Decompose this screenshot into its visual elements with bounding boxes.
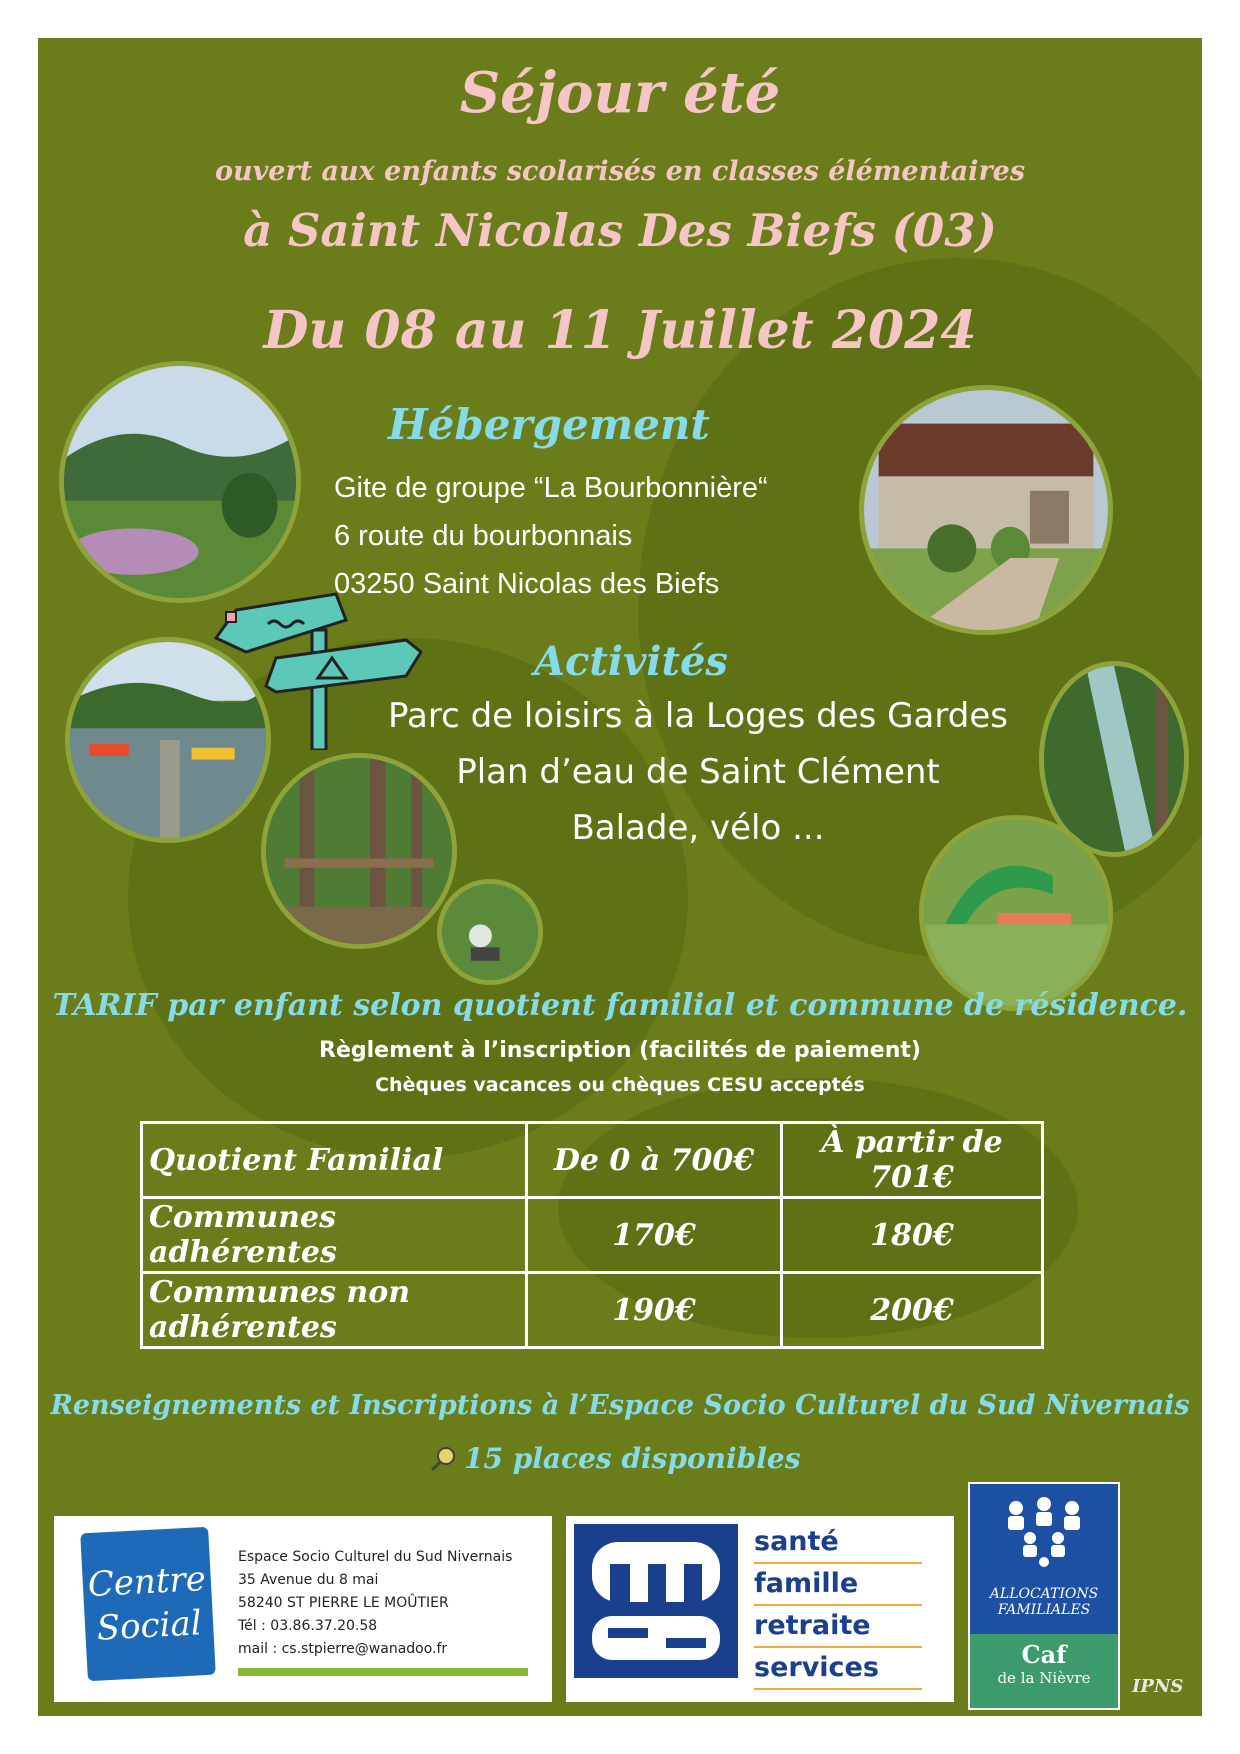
msa-word: famille bbox=[754, 1564, 922, 1606]
cheques-text: Chèques vacances ou chèques CESU acceptés bbox=[375, 1074, 865, 1096]
table-header-cell: De 0 à 700€ bbox=[527, 1123, 782, 1198]
table-cell: 180€ bbox=[782, 1198, 1043, 1273]
hebergement-line: Gite de groupe “La Bourbonnière“ bbox=[334, 472, 768, 504]
table-cell: 170€ bbox=[527, 1198, 782, 1273]
hebergement-line: 03250 Saint Nicolas des Biefs bbox=[334, 568, 720, 600]
caf-text bbox=[970, 1586, 1118, 1618]
hebergement-heading: Hébergement bbox=[388, 400, 710, 449]
gite-photo bbox=[864, 390, 1108, 630]
page-title: Séjour été bbox=[459, 60, 781, 126]
places-text: 15 places disponibles bbox=[464, 1442, 801, 1475]
table-cell: Communes non adhérentes bbox=[142, 1273, 527, 1348]
people-icon bbox=[998, 1494, 1090, 1574]
caf-name: Caf bbox=[1021, 1640, 1067, 1669]
contact-line: Espace Socio Culturel du Sud Nivernais bbox=[238, 1549, 513, 1565]
centre-social-logo bbox=[80, 1527, 216, 1681]
tarif-heading: TARIF par enfant selon quotient familial et commune de résidence. bbox=[52, 988, 1188, 1023]
places-line bbox=[428, 1442, 800, 1475]
contact-line: 35 Avenue du 8 mai bbox=[238, 1572, 379, 1588]
table-header-cell: Quotient Familial bbox=[142, 1123, 527, 1198]
lake-photo bbox=[70, 642, 266, 838]
table-header-cell: À partir de 701€ bbox=[782, 1123, 1043, 1198]
parc-photo bbox=[924, 820, 1108, 1006]
centre-social-contact bbox=[238, 1546, 512, 1661]
logo-text: Centre bbox=[86, 1558, 207, 1606]
msa-word: services bbox=[754, 1648, 922, 1690]
table-cell: Communes adhérentes bbox=[142, 1198, 527, 1273]
centre-social-card bbox=[54, 1516, 552, 1702]
renseignements-text: Renseignements et Inscriptions à l’Espace Socio Culturel du Sud Nivernais bbox=[50, 1390, 1190, 1421]
subtitle: ouvert aux enfants scolarisés en classes élémentaires bbox=[214, 156, 1026, 187]
caf-green-band bbox=[970, 1634, 1118, 1708]
table-row bbox=[142, 1273, 1043, 1348]
activite-item: Plan d’eau de Saint Clément bbox=[456, 752, 940, 792]
caf-logo bbox=[968, 1482, 1120, 1710]
location: à Saint Nicolas Des Biefs (03) bbox=[243, 204, 997, 257]
tarif-table bbox=[140, 1121, 1044, 1349]
msa-card bbox=[566, 1516, 954, 1702]
caf-region: de la Nièvre bbox=[997, 1669, 1091, 1687]
reglement-text: Règlement à l’inscription (facilités de paiement) bbox=[319, 1038, 921, 1063]
contact-line: Tél : 03.86.37.20.58 bbox=[238, 1618, 378, 1634]
divider bbox=[238, 1668, 528, 1676]
logo-text: Social bbox=[95, 1603, 203, 1649]
msa-logo bbox=[574, 1524, 738, 1678]
toboggan-photo bbox=[1044, 666, 1184, 852]
hebergement-line: 6 route du bourbonnais bbox=[334, 520, 633, 552]
activite-item: Parc de loisirs à la Loges des Gardes bbox=[388, 696, 1008, 736]
msa-word: retraite bbox=[754, 1606, 922, 1648]
activites-heading: Activités bbox=[534, 638, 728, 685]
biker-photo bbox=[442, 884, 538, 980]
contact-line: mail : cs.stpierre@wanadoo.fr bbox=[238, 1641, 448, 1657]
activite-item: Balade, vélo ... bbox=[571, 808, 825, 848]
contact-line: 58240 ST PIERRE LE MOÛTIER bbox=[238, 1595, 449, 1611]
hebergement-address bbox=[334, 464, 768, 608]
table-row bbox=[142, 1198, 1043, 1273]
msa-word: santé bbox=[754, 1522, 922, 1564]
caf-line: FAMILIALES bbox=[997, 1602, 1091, 1618]
table-cell: 200€ bbox=[782, 1273, 1043, 1348]
table-header-row bbox=[142, 1123, 1043, 1198]
ipns-label: IPNS bbox=[1132, 1676, 1184, 1697]
poster bbox=[38, 38, 1202, 1716]
msa-words bbox=[754, 1522, 922, 1690]
dates: Du 08 au 11 Juillet 2024 bbox=[263, 300, 977, 361]
caf-line: ALLOCATIONS bbox=[989, 1586, 1099, 1602]
landscape-photo bbox=[64, 366, 296, 598]
table-cell: 190€ bbox=[527, 1273, 782, 1348]
pin-icon bbox=[428, 1444, 458, 1474]
accrobranche-photo bbox=[266, 758, 452, 944]
